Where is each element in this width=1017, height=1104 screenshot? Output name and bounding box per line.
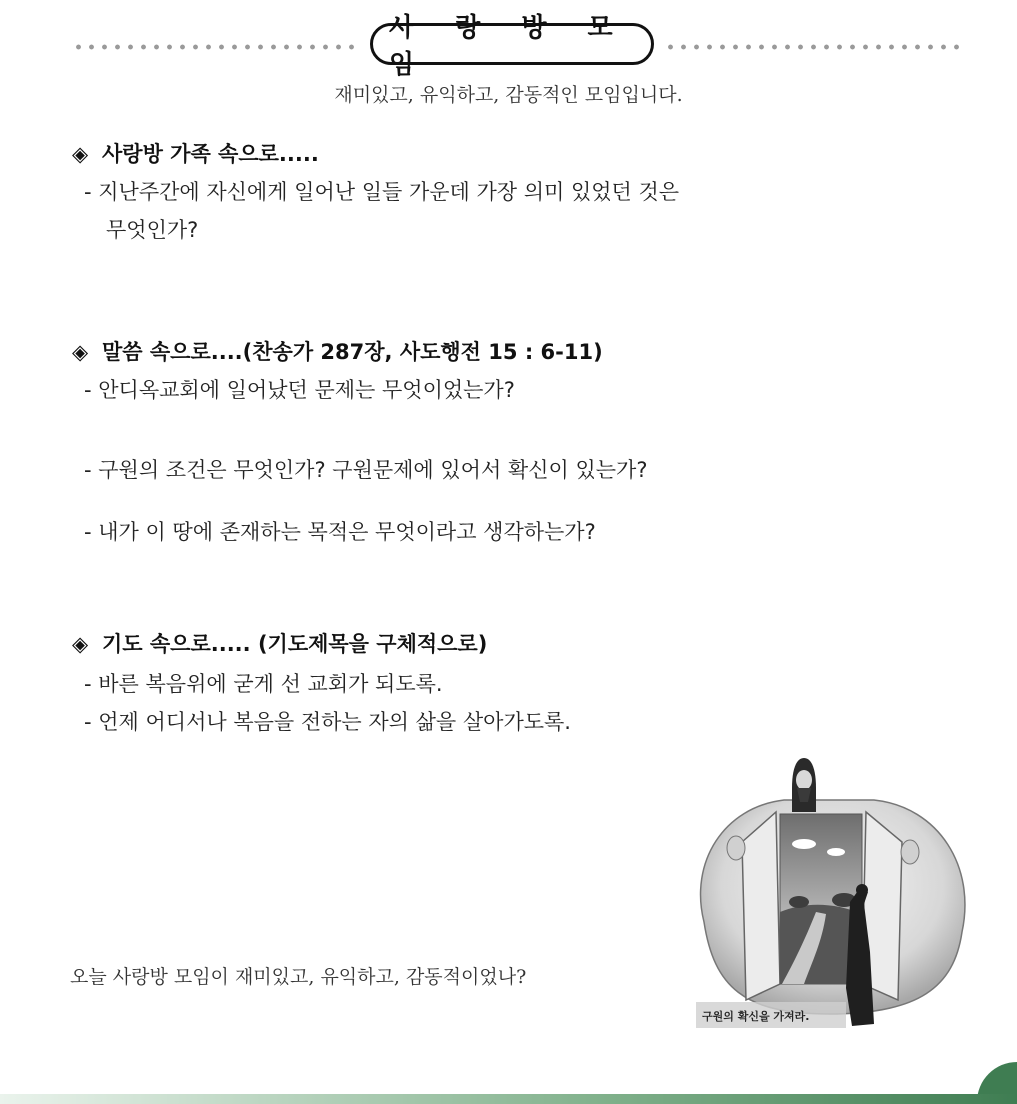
dotted-rule-right — [664, 44, 962, 50]
question-line: - 지난주간에 자신에게 일어난 일들 가운데 가장 의미 있었던 것은 — [84, 180, 680, 204]
illustration-open-door-image — [684, 752, 974, 1042]
section-title-text: 기도 속으로..... (기도제목을 구체적으로) — [102, 632, 488, 656]
diamond-bullet-icon: ◈ — [72, 142, 89, 166]
section-title-family — [72, 138, 319, 168]
diamond-bullet-icon: ◈ — [72, 632, 89, 656]
bottom-decorative-band — [0, 1094, 1017, 1104]
page-title: 사 랑 방 모 임 — [370, 23, 654, 65]
section-title-text: 말씀 속으로....(찬송가 287장, 사도행전 15 : 6-11) — [102, 340, 603, 364]
illustration-caption: 구원의 확신을 가져라. — [702, 1010, 810, 1023]
question-line: 무엇인가? — [106, 218, 199, 242]
dotted-rule-left — [72, 44, 360, 50]
page-subtitle: 재미있고, 유익하고, 감동적인 모임입니다. — [334, 84, 683, 106]
prayer-line: - 언제 어디서나 복음을 전하는 자의 삶을 살아가도록. — [84, 710, 571, 734]
question-line: - 안디옥교회에 일어났던 문제는 무엇이었는가? — [84, 378, 515, 402]
question-line: - 구원의 조건은 무엇인가? 구원문제에 있어서 확신이 있는가? — [84, 458, 648, 482]
section-title-word — [72, 336, 603, 366]
header — [72, 13, 962, 80]
diamond-bullet-icon: ◈ — [72, 340, 89, 364]
closing-question: 오늘 사랑방 모임이 재미있고, 유익하고, 감동적이었나? — [70, 966, 527, 988]
section-title-text: 사랑방 가족 속으로..... — [102, 142, 319, 166]
section-title-prayer — [72, 628, 487, 658]
prayer-line: - 바른 복음위에 굳게 선 교회가 되도록. — [84, 672, 443, 696]
question-line: - 내가 이 땅에 존재하는 목적은 무엇이라고 생각하는가? — [84, 520, 596, 544]
